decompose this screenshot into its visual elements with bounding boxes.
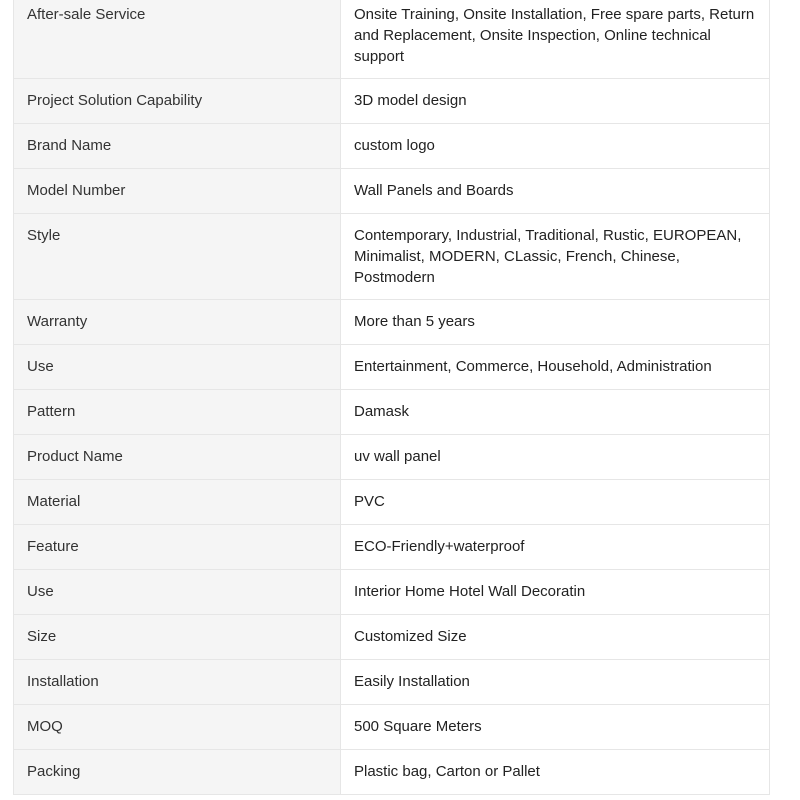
attribute-value: custom logo [341, 124, 770, 169]
attribute-name: Pattern [14, 390, 341, 435]
attribute-value: 3D model design [341, 79, 770, 124]
table-row [14, 124, 770, 169]
attribute-value: Damask [341, 390, 770, 435]
table-row [14, 214, 770, 300]
attribute-name: Size [14, 615, 341, 660]
attribute-value: Interior Home Hotel Wall Decoratin [341, 570, 770, 615]
attribute-name: Feature [14, 525, 341, 570]
table-row [14, 750, 770, 795]
attribute-value: PVC [341, 480, 770, 525]
product-spec-panel [13, 0, 770, 795]
attribute-name: Brand Name [14, 124, 341, 169]
attribute-value: uv wall panel [341, 435, 770, 480]
attribute-name: Material [14, 480, 341, 525]
attribute-value: Wall Panels and Boards [341, 169, 770, 214]
table-row [14, 480, 770, 525]
attribute-name: Model Number [14, 169, 341, 214]
attribute-value: ECO-Friendly+waterproof [341, 525, 770, 570]
attribute-value: Contemporary, Industrial, Traditional, Rustic, EUROPEAN, Minimalist, MODERN, CLassic, French, Chinese, Postmodern [341, 214, 770, 300]
attribute-name: Installation [14, 660, 341, 705]
attribute-value: Entertainment, Commerce, Household, Administration [341, 345, 770, 390]
attribute-name: Use [14, 345, 341, 390]
attribute-value: Plastic bag, Carton or Pallet [341, 750, 770, 795]
table-row [14, 525, 770, 570]
attribute-value: More than 5 years [341, 300, 770, 345]
table-row [14, 0, 770, 79]
attribute-value: Easily Installation [341, 660, 770, 705]
table-row [14, 435, 770, 480]
attribute-name: Use [14, 570, 341, 615]
attribute-name: Warranty [14, 300, 341, 345]
product-attributes-table [13, 0, 770, 795]
attribute-name: Style [14, 214, 341, 300]
table-row [14, 660, 770, 705]
attribute-name: Product Name [14, 435, 341, 480]
attribute-name: After-sale Service [14, 0, 341, 79]
table-row [14, 615, 770, 660]
attribute-name: Project Solution Capability [14, 79, 341, 124]
table-row [14, 570, 770, 615]
attribute-value: 500 Square Meters [341, 705, 770, 750]
table-row [14, 300, 770, 345]
table-row [14, 390, 770, 435]
table-row [14, 79, 770, 124]
attribute-name: Packing [14, 750, 341, 795]
attribute-name: MOQ [14, 705, 341, 750]
attribute-value: Customized Size [341, 615, 770, 660]
table-row [14, 169, 770, 214]
table-row [14, 345, 770, 390]
table-row [14, 705, 770, 750]
attribute-value: Onsite Training, Onsite Installation, Free spare parts, Return and Replacement, Onsite Inspection, Online technical support [341, 0, 770, 79]
